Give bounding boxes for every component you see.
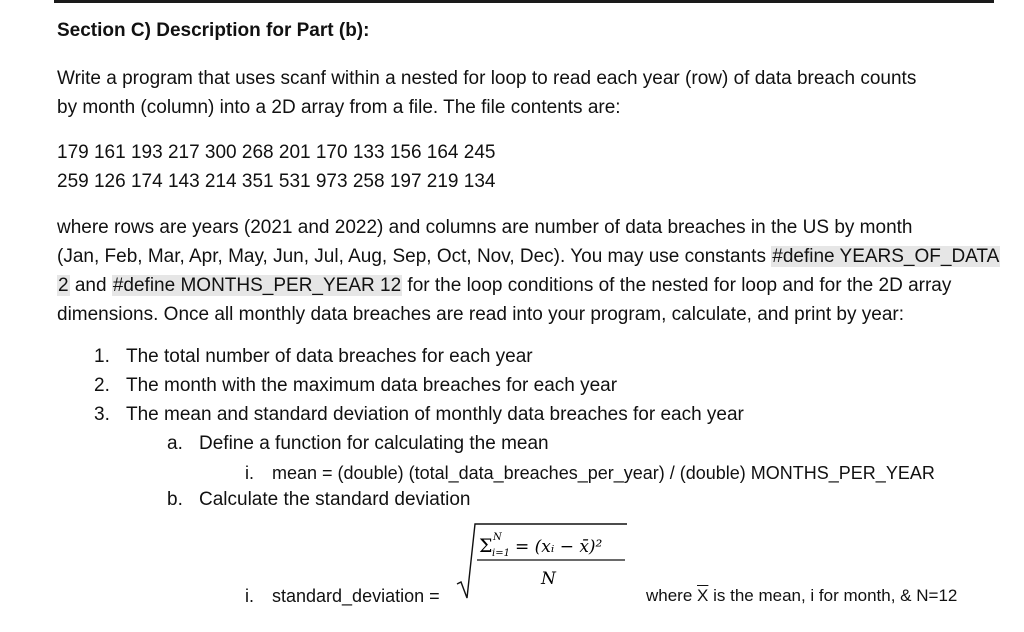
sum-lower-limit: i=1 [492, 548, 510, 559]
sub-item-a-i [245, 463, 935, 484]
std-dev-label: standard_deviation = [272, 586, 440, 606]
std-dev-formula [455, 520, 630, 602]
desc-line-3-text: for the loop conditions of the nested for loop and for the 2D array [402, 275, 952, 296]
desc-line-1: where rows are years (2021 and 2022) and columns are number of data breaches in the US by month [57, 217, 913, 238]
list-item [94, 375, 617, 397]
desc-line-4: dimensions. Once all monthly data breaches are read into your program, calculate, and print by year: [57, 304, 905, 325]
sub-text: Calculate the standard deviation [199, 489, 471, 510]
desc-line-2-text: (Jan, Feb, Mar, Apr, May, Jun, Jul, Aug, Sep, Oct, Nov, Dec). You may use constants [57, 246, 772, 267]
where-suffix: is the mean, i for month, & N=12 [708, 586, 958, 605]
top-rule [54, 0, 994, 3]
file-contents [57, 138, 495, 196]
sum-sign: Σ [479, 535, 493, 557]
roman-numeral: i. [245, 586, 254, 606]
list-number: 1. [94, 346, 110, 367]
file-row-2022: 259 126 174 143 214 351 531 973 258 197 219 134 [57, 171, 496, 192]
denominator: N [541, 569, 556, 589]
desc-line-2 [57, 242, 1000, 271]
list-item [94, 346, 533, 368]
where-note [646, 586, 957, 606]
section-title: Section C) Description for Part (b): [57, 20, 370, 41]
intro-line-1: Write a program that uses scanf within a nested for loop to read each year (row) of data breach counts [57, 68, 917, 89]
sub-item-b-i [245, 586, 440, 607]
code-years-of-data-value: 2 [58, 275, 69, 296]
intro-paragraph [57, 64, 916, 122]
sub-text: Define a function for calculating the mean [199, 433, 549, 454]
list-item [94, 404, 744, 426]
list-number: 3. [94, 404, 110, 425]
desc-line-3 [57, 271, 1000, 300]
mean-formula-text: mean = (double) (total_data_breaches_per_year) / (double) MONTHS_PER_YEAR [272, 463, 935, 483]
sum-upper-limit: N [493, 532, 502, 543]
sub-letter: a. [167, 433, 183, 454]
sub-item-a [167, 433, 549, 455]
x-bar-symbol: $\overline{X}$ [697, 586, 709, 605]
sub-letter: b. [167, 489, 183, 510]
list-text: The mean and standard deviation of monthly data breaches for each year [126, 404, 744, 425]
desc-line-3-and: and [69, 275, 112, 296]
code-months-per-year: #define MONTHS_PER_YEAR 12 [112, 275, 402, 296]
list-number: 2. [94, 375, 110, 396]
square-root-formula [455, 520, 630, 602]
list-text: The total number of data breaches for each year [126, 346, 533, 367]
code-years-of-data: #define YEARS_OF_DATA [772, 246, 1000, 267]
sub-item-b [167, 489, 470, 511]
list-text: The month with the maximum data breaches for each year [126, 375, 618, 396]
sum-body: = (xᵢ − x̄)² [515, 537, 603, 557]
roman-numeral: i. [245, 463, 254, 483]
where-prefix: where [646, 586, 698, 605]
file-row-2021: 179 161 193 217 300 268 201 170 133 156 164 245 [57, 142, 496, 163]
description-paragraph [57, 213, 1000, 329]
intro-line-2: by month (column) into a 2D array from a file. The file contents are: [57, 97, 621, 118]
